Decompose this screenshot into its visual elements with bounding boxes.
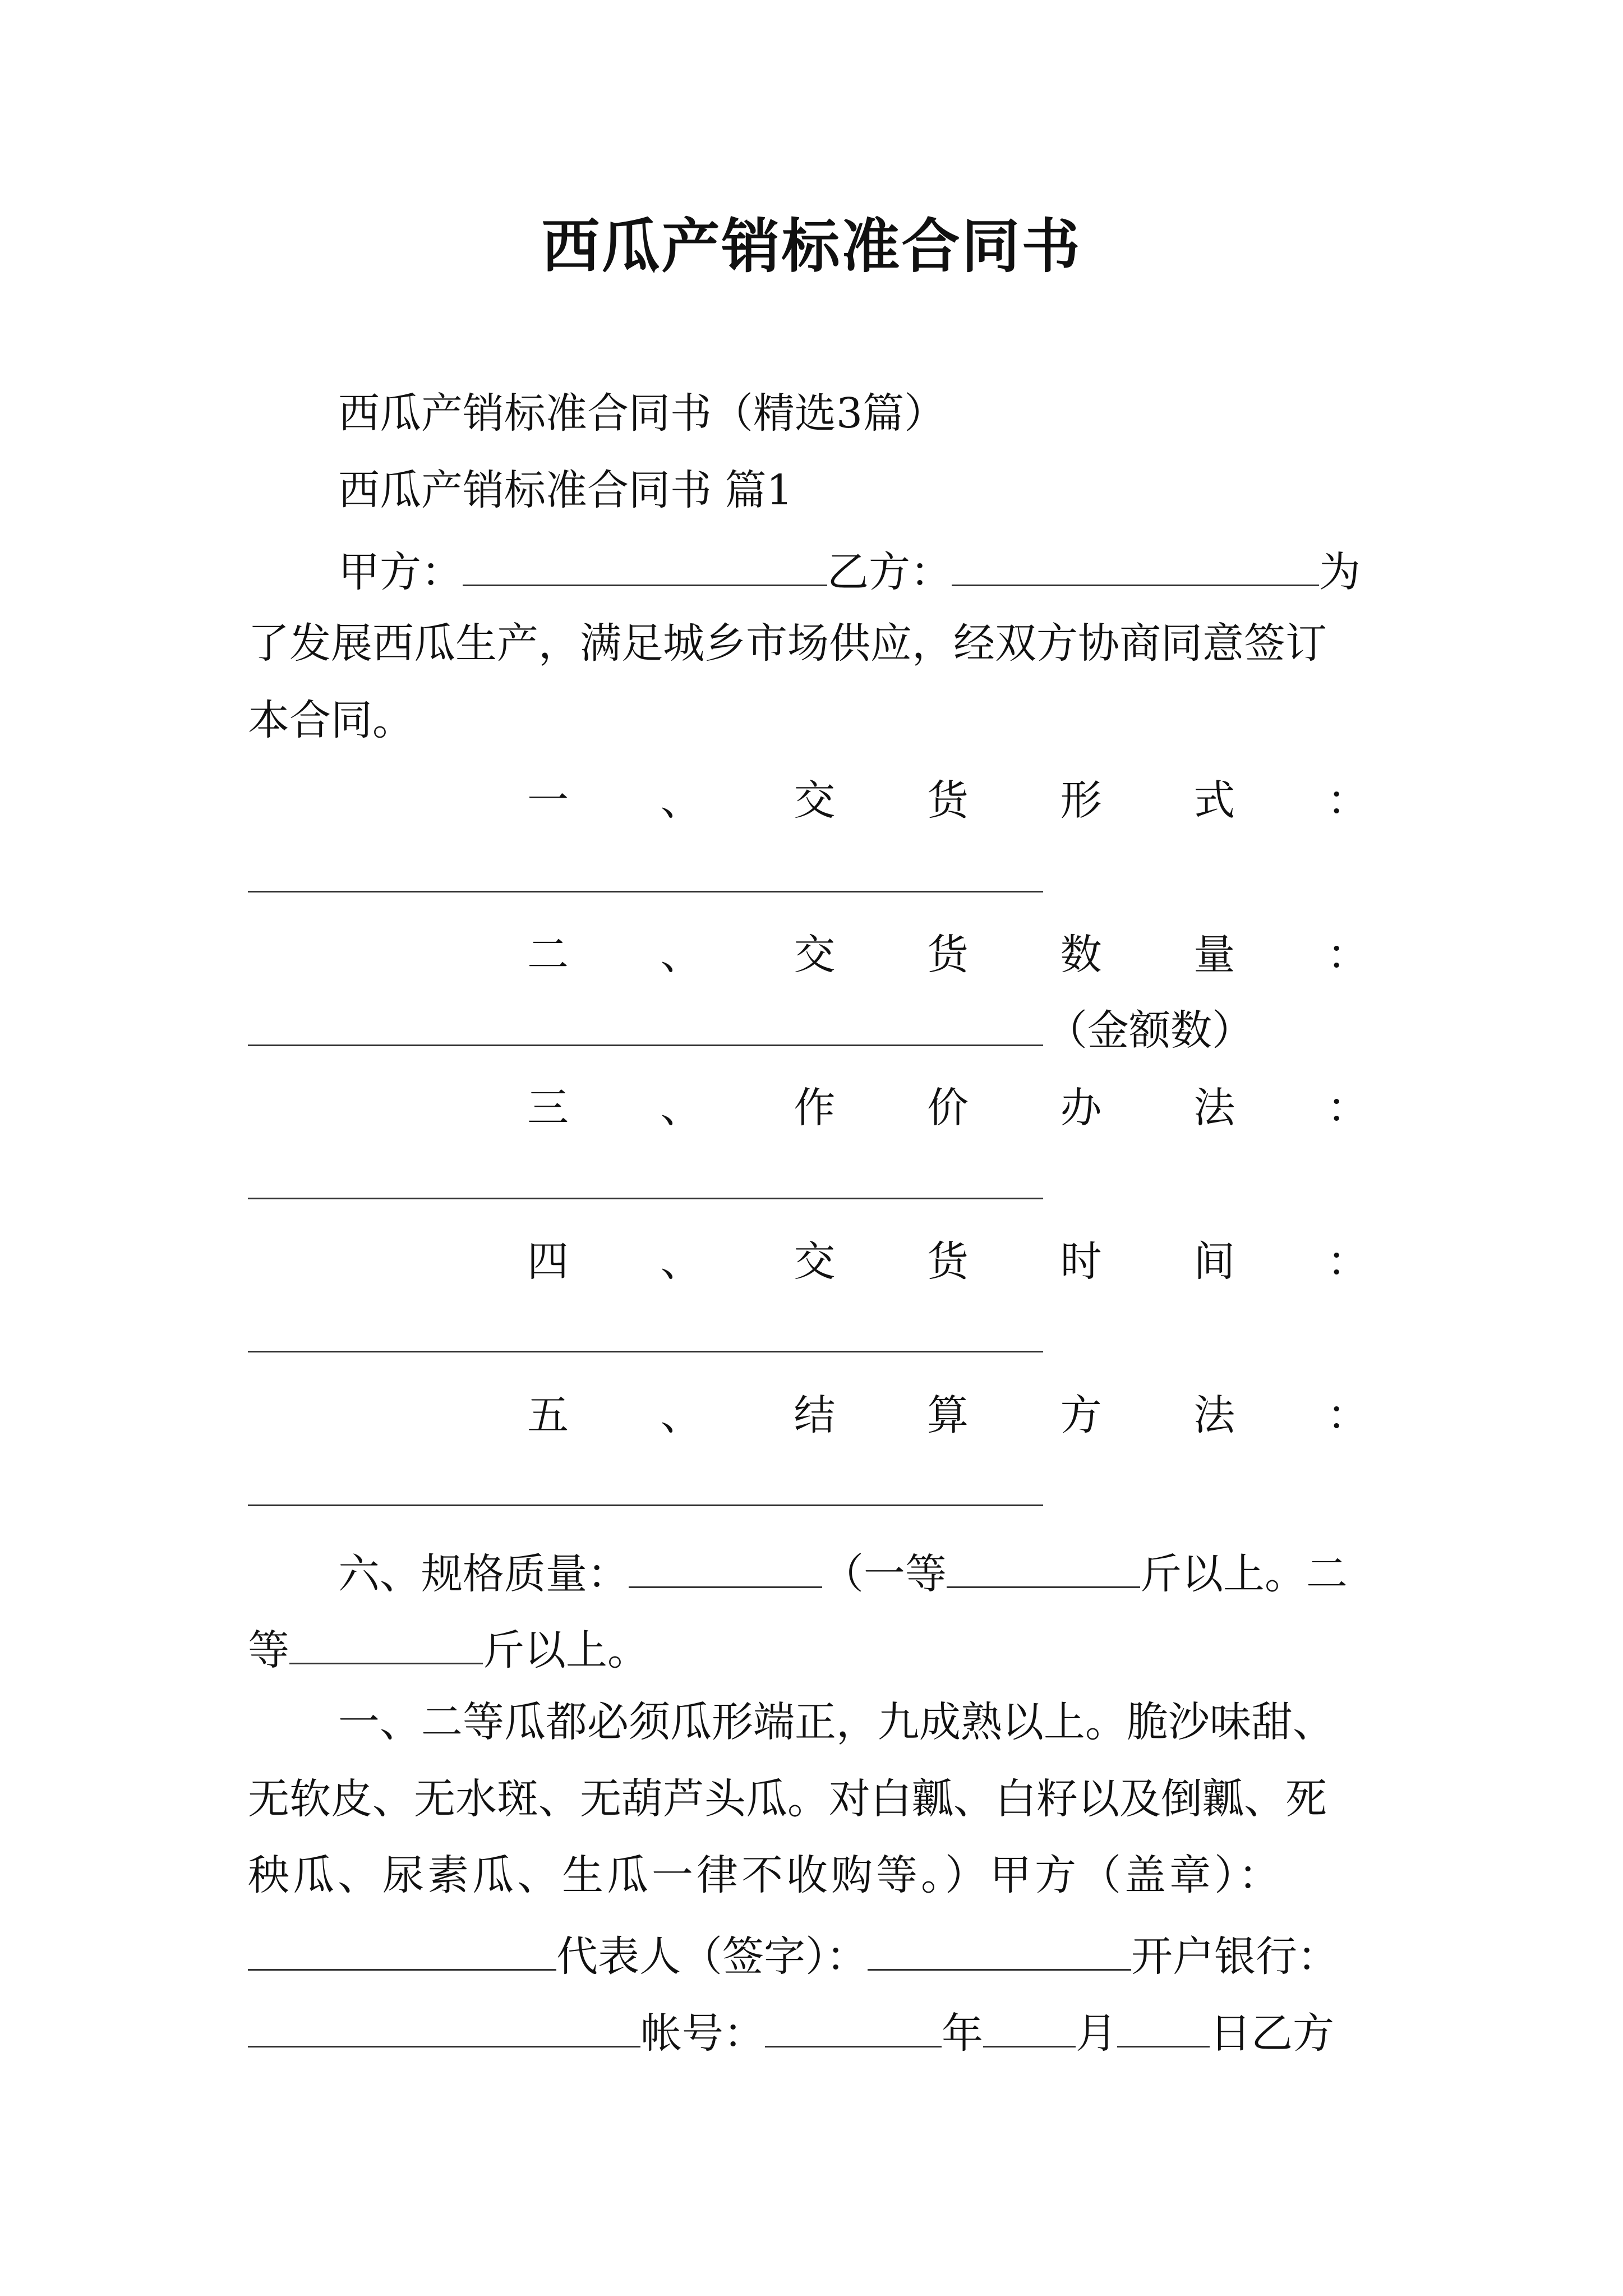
subtitle: 西瓜产销标准合同书（精选3篇） — [338, 389, 946, 438]
clause-3-heading — [527, 1084, 1368, 1132]
second-grade-blank[interactable] — [289, 1625, 483, 1664]
clause-3-char: 价 — [926, 1084, 969, 1132]
quality-text-line-2: 无软皮、无水斑、无葫芦头瓜。对白瓤、白籽以及倒瓤、死 — [248, 1775, 1327, 1823]
clause-3-char: ： — [1326, 1084, 1368, 1132]
quality-text-line-3: 秧瓜、尿素瓜、生瓜一律不收购等。）甲方（盖章）： — [248, 1851, 1283, 1899]
clause-6-lead: 六、规格质量： — [338, 1550, 629, 1598]
intro-line-3: 本合同。 — [248, 696, 414, 744]
party-line-tail: 为 — [1319, 548, 1361, 596]
clause-1-char: 交 — [794, 776, 836, 825]
clause-5-char: 结 — [794, 1391, 836, 1439]
signature-line-2 — [248, 2008, 1334, 2058]
section-heading: 西瓜产销标准合同书 篇1 — [338, 466, 793, 514]
clause-3-char: 法 — [1193, 1084, 1235, 1132]
clause-5-char: 算 — [926, 1391, 969, 1439]
quality-text-line-1: 一、二等瓜都必须瓜形端正，九成熟以上。脆沙味甜、 — [338, 1698, 1334, 1746]
clause-2-char: 数 — [1060, 931, 1102, 979]
clause-1-char: 一 — [527, 776, 569, 825]
clause-1-heading — [527, 776, 1368, 825]
clause-4-char: ： — [1326, 1237, 1368, 1286]
clause-2-char: ： — [1326, 931, 1368, 979]
clause-3-char: 三 — [527, 1084, 569, 1132]
clause-4-char: 时 — [1060, 1237, 1102, 1286]
clause-1-char: 、 — [660, 776, 702, 825]
clause-4-char: 交 — [794, 1237, 836, 1286]
clause-6-paren: （一等 — [822, 1550, 947, 1598]
clause-4-char: 间 — [1193, 1237, 1235, 1286]
clause-5-blank[interactable] — [248, 1504, 1043, 1506]
representative-label: 代表人（签字）： — [556, 1932, 868, 1981]
day-party-b-label: 日乙方 — [1210, 2009, 1334, 2058]
representative-blank[interactable] — [868, 1931, 1131, 1971]
clause-1-char: 货 — [926, 776, 969, 825]
party-b-blank[interactable] — [952, 546, 1319, 586]
clause-6-line2-end: 斤以上。 — [483, 1626, 649, 1674]
clause-6-line2-start: 等 — [248, 1626, 289, 1674]
signature-line-1 — [248, 1931, 1339, 1981]
clause-4-blank[interactable] — [248, 1351, 1043, 1352]
clause-5-char: ： — [1326, 1391, 1368, 1439]
day-blank[interactable] — [1117, 2008, 1210, 2047]
intro-line-2: 了发展西瓜生产，满足城乡市场供应，经双方协商同意签订 — [248, 619, 1327, 668]
clause-4-char: 、 — [660, 1237, 702, 1286]
clause-1-blank[interactable] — [248, 891, 1043, 892]
clause-2-heading — [527, 931, 1368, 979]
account-blank[interactable] — [765, 2008, 942, 2047]
bank-blank[interactable] — [248, 2008, 640, 2047]
clause-3-char: 办 — [1060, 1084, 1102, 1132]
clause-1-char: 形 — [1060, 776, 1102, 825]
clause-5-char: 五 — [527, 1391, 569, 1439]
clause-3-char: 作 — [794, 1084, 836, 1132]
clause-5-char: 法 — [1193, 1391, 1235, 1439]
party-b-label: 乙方： — [827, 548, 952, 596]
clause-6-line-1 — [338, 1548, 1348, 1598]
clause-3-blank[interactable] — [248, 1198, 1043, 1199]
clause-4-heading — [527, 1237, 1368, 1286]
year-label: 年 — [942, 2009, 983, 2058]
party-a-seal-blank[interactable] — [248, 1931, 556, 1971]
month-blank[interactable] — [983, 2008, 1076, 2047]
clause-4-char: 货 — [926, 1237, 969, 1286]
clause-6-mid: 斤以上。二 — [1140, 1550, 1348, 1598]
clause-2-note: （金额数） — [1046, 1006, 1253, 1055]
clause-4-char: 四 — [527, 1237, 569, 1286]
month-label: 月 — [1076, 2009, 1117, 2058]
clause-2-char: 二 — [527, 931, 569, 979]
clause-1-char: ： — [1326, 776, 1368, 825]
bank-label: 开户银行： — [1131, 1932, 1339, 1981]
clause-3-char: 、 — [660, 1084, 702, 1132]
quality-blank[interactable] — [629, 1548, 822, 1588]
first-grade-blank[interactable] — [947, 1548, 1140, 1588]
clause-2-char: 交 — [794, 931, 836, 979]
party-a-label: 甲方： — [338, 548, 463, 596]
account-label: 帐号： — [640, 2009, 765, 2058]
clause-2-char: 货 — [926, 931, 969, 979]
clause-1-char: 式 — [1193, 776, 1235, 825]
clause-5-char: 、 — [660, 1391, 702, 1439]
clause-2-char: 量 — [1193, 931, 1235, 979]
party-a-blank[interactable] — [463, 546, 827, 586]
clause-2-char: 、 — [660, 931, 702, 979]
clause-2-blank[interactable] — [248, 1045, 1043, 1046]
party-line — [338, 546, 1361, 596]
clause-6-line-2 — [248, 1625, 649, 1674]
clause-5-char: 方 — [1060, 1391, 1102, 1439]
document-title: 西瓜产销标准合同书 — [541, 211, 1082, 280]
clause-5-heading — [527, 1391, 1368, 1439]
